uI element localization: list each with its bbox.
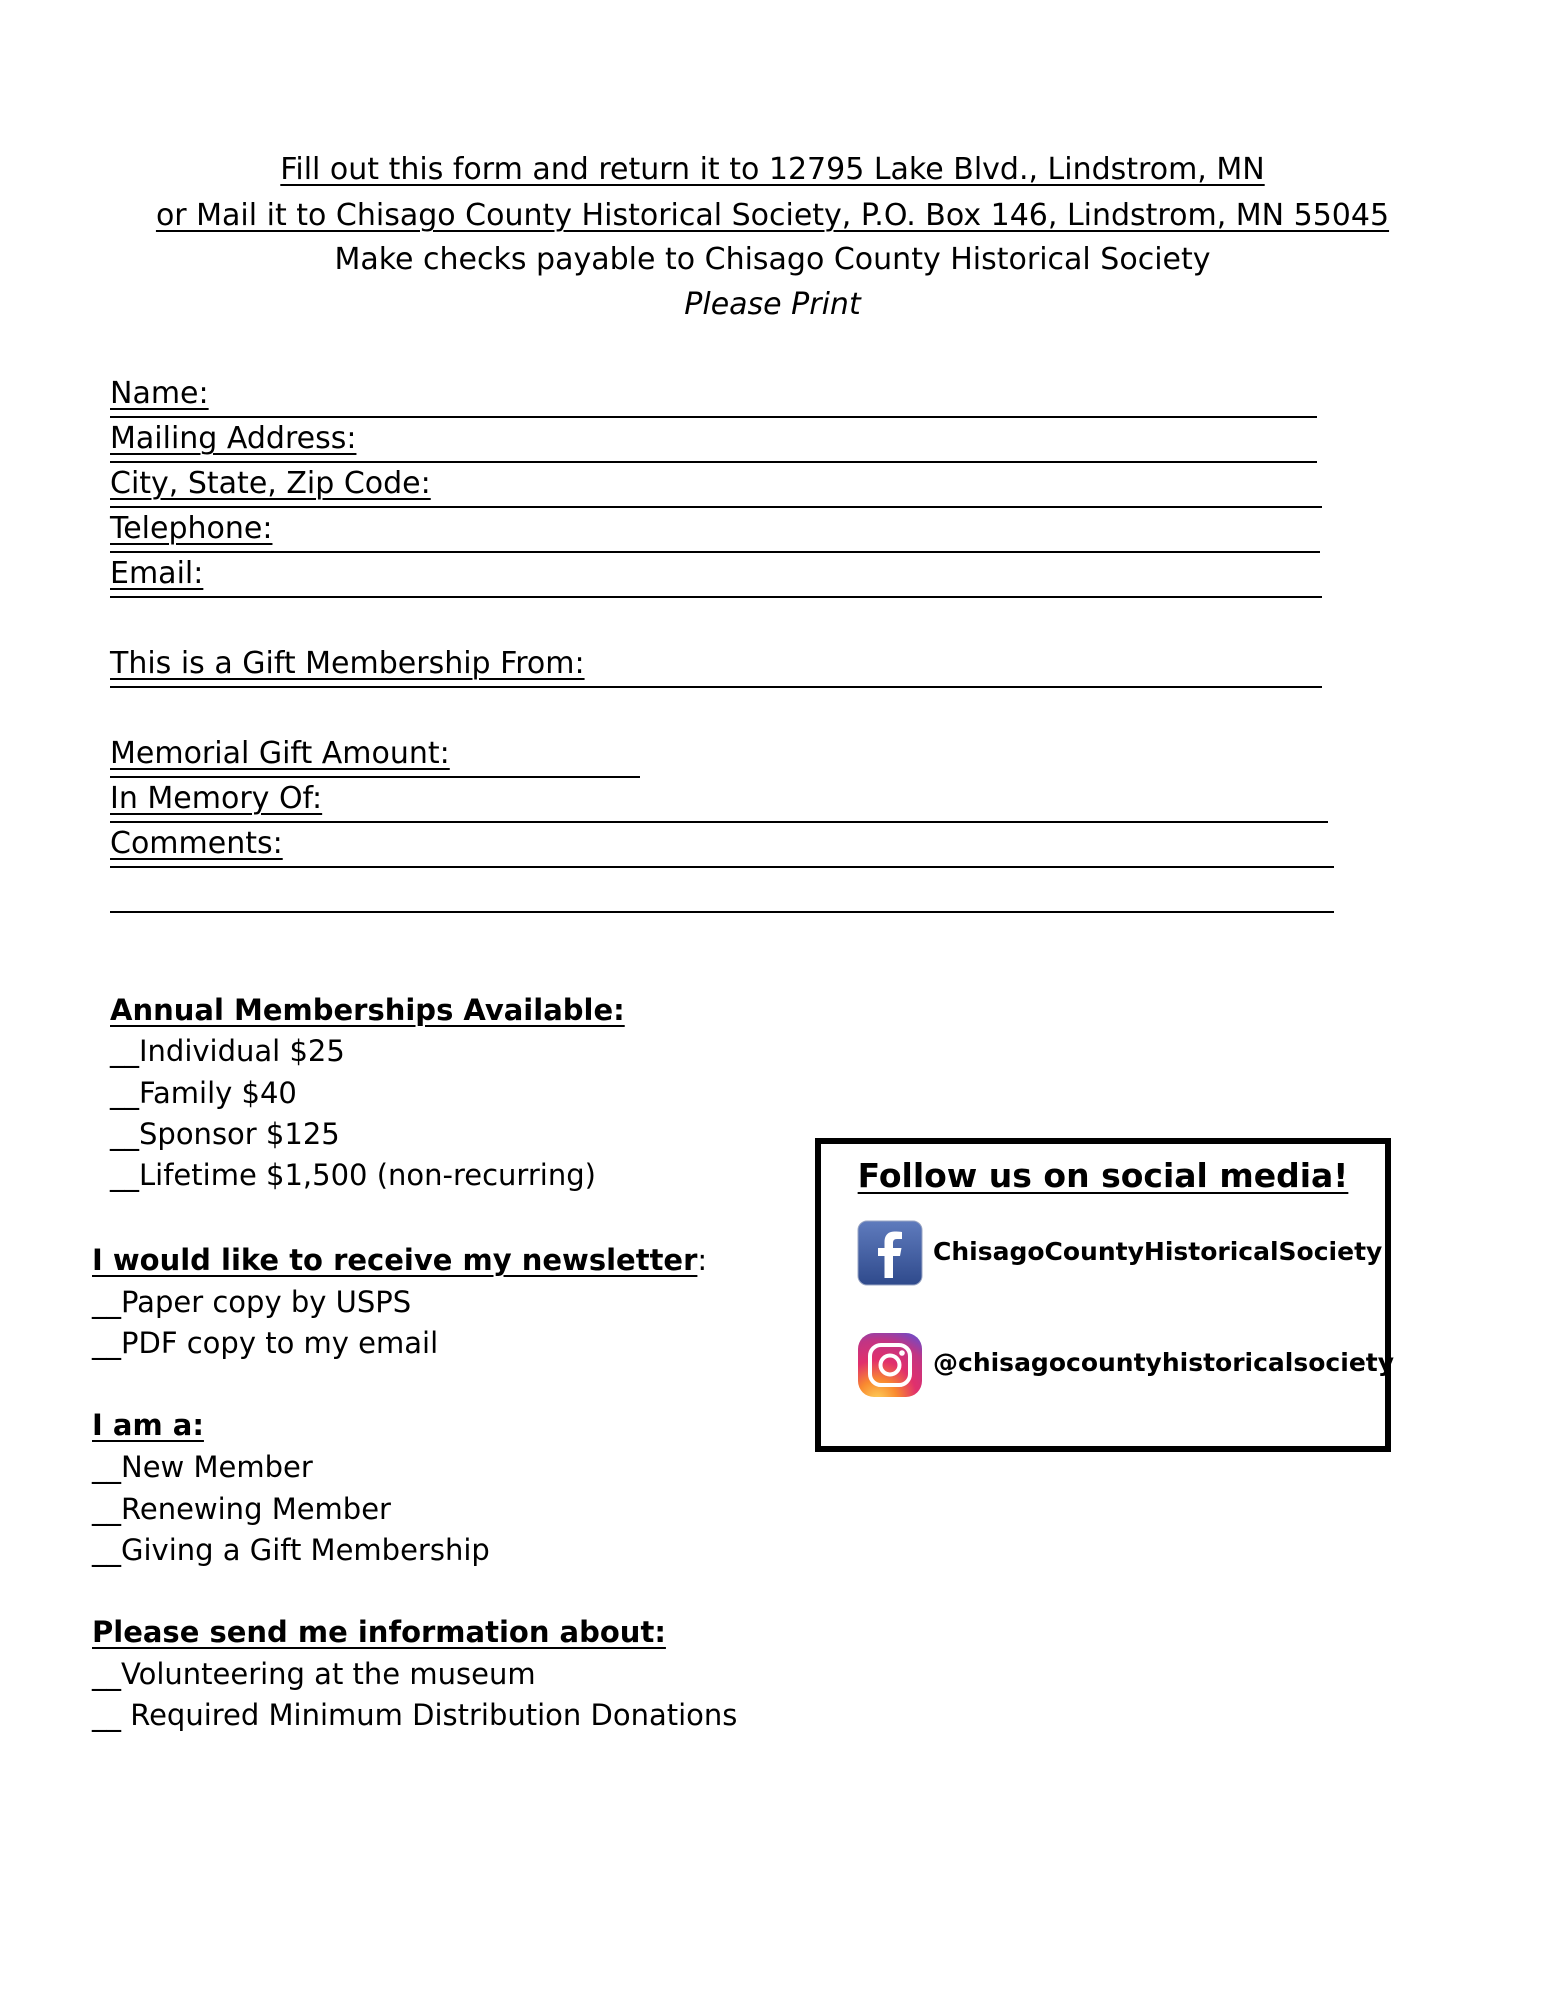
membership-option-sponsor[interactable]: __Sponsor $125 <box>110 1117 340 1151</box>
info-option-rmd[interactable]: __ Required Minimum Distribution Donations <box>92 1698 738 1732</box>
in-memory-of-field[interactable] <box>110 777 1328 823</box>
member-type-new[interactable]: __New Member <box>92 1450 313 1484</box>
memberships-heading: Annual Memberships Available: <box>110 993 625 1027</box>
newsletter-heading-colon: : <box>697 1243 708 1277</box>
telephone-label: Telephone: <box>110 511 273 546</box>
facebook-handle[interactable]: ChisagoCountyHistoricalSociety <box>933 1237 1383 1266</box>
header-line-1: Fill out this form and return it to 12795 Lake Blvd., Lindstrom, MN <box>280 152 1265 187</box>
gift-from-label: This is a Gift Membership From: <box>110 646 585 681</box>
newsletter-heading-text: I would like to receive my newsletter <box>92 1243 698 1277</box>
membership-option-lifetime[interactable]: __Lifetime $1,500 (non-recurring) <box>110 1158 596 1192</box>
header-line-3: Make checks payable to Chisago County Historical Society <box>334 242 1211 277</box>
newsletter-option-pdf[interactable]: __PDF copy to my email <box>92 1326 439 1360</box>
mailing-address-field[interactable] <box>110 417 1317 463</box>
city-state-zip-label: City, State, Zip Code: <box>110 466 431 501</box>
membership-option-individual[interactable]: __Individual $25 <box>110 1034 345 1068</box>
newsletter-heading <box>92 1240 707 1280</box>
city-state-zip-field[interactable] <box>110 462 1322 508</box>
mailing-address-label: Mailing Address: <box>110 421 357 456</box>
social-media-box <box>815 1138 1395 1452</box>
social-media-title: Follow us on social media! <box>857 1156 1349 1195</box>
memorial-amount-label: Memorial Gift Amount: <box>110 736 450 771</box>
header-line-2: or Mail it to Chisago County Historical Society, P.O. Box 146, Lindstrom, MN 55045 <box>155 198 1390 233</box>
name-label: Name: <box>110 376 209 411</box>
newsletter-option-paper[interactable]: __Paper copy by USPS <box>92 1285 412 1319</box>
email-label: Email: <box>110 556 204 591</box>
header-line-4: Please Print <box>684 287 861 322</box>
instagram-handle[interactable]: @chisagocountyhistoricalsociety <box>933 1348 1395 1377</box>
info-option-volunteering[interactable]: __Volunteering at the museum <box>92 1657 536 1691</box>
email-field[interactable] <box>110 552 1322 598</box>
instagram-icon[interactable] <box>857 1332 923 1402</box>
comments-field[interactable] <box>110 822 1334 868</box>
member-type-heading: I am a: <box>92 1408 204 1442</box>
gift-from-field[interactable] <box>110 642 1322 688</box>
member-type-renewing[interactable]: __Renewing Member <box>92 1492 391 1526</box>
telephone-field[interactable] <box>110 507 1320 553</box>
comments-label: Comments: <box>110 826 283 861</box>
member-type-gift[interactable]: __Giving a Gift Membership <box>92 1533 490 1567</box>
facebook-icon[interactable] <box>857 1220 923 1290</box>
memorial-amount-field[interactable] <box>110 732 640 778</box>
name-field[interactable] <box>110 372 1317 418</box>
membership-option-family[interactable]: __Family $40 <box>110 1076 297 1110</box>
in-memory-of-label: In Memory Of: <box>110 781 323 816</box>
comments-line-2[interactable] <box>110 867 1334 913</box>
info-heading: Please send me information about: <box>92 1615 666 1649</box>
